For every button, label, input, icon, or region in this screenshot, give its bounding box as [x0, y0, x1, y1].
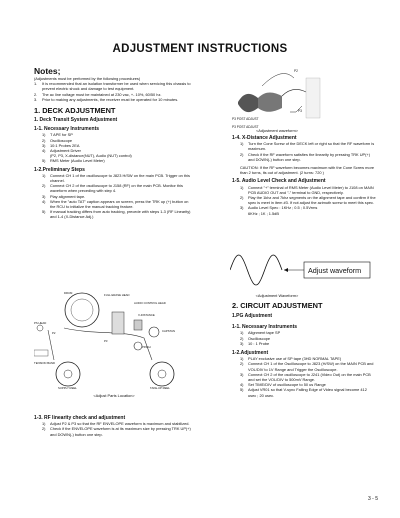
waveform-top-caption: <Adjustment waveform> — [256, 128, 298, 133]
circuit-adjustment-item-number: 4) — [240, 382, 244, 388]
necessary-item-text: (P2, P3, X-distance(NUT), Audio (NUT) control) — [50, 153, 132, 159]
label-supply-reel: SUPPLY REEL — [58, 386, 77, 390]
circuit-adjustment-item-text: Adjust VR01 so that V-sync Falling Edge of Video signal become 412 usec ; 20 usec. — [248, 387, 367, 398]
circuit-adjustment-item-text: Connect CH 1 of the Oscilloscope to J823 (H/SW) on the MAIN PCB and VOL/DIV to 1V Range and Trigger the Oscilloscope. — [248, 361, 374, 372]
circuit-heading: 2. CIRCUIT ADJUSTMENT — [232, 301, 323, 310]
circuit-adjust-heading: 1-2.Adjustment — [232, 350, 269, 357]
audio-item-text: Connect "+" terminal of RMS Meter (Audio Level Meter) to J108 on MAIN PCB AUDIO OUT and "-" terminal to GND, respectively. — [248, 184, 374, 195]
rf-section — [34, 416, 194, 437]
prelim-item — [42, 209, 194, 219]
rf-heading: 1-3. RF linearity check and adjustment — [34, 415, 126, 421]
necessary-heading: 1-1. Necessary Instruments — [34, 126, 100, 133]
notes-heading: Notes; — [34, 66, 61, 76]
circuit-adjustment-item-number: 1) — [240, 356, 244, 362]
xdist-item-number: 2) — [240, 151, 244, 157]
prelim-list — [34, 173, 194, 220]
note-item-text: Prior to making any adjustments, the receiver must be operated for 10 minutes. — [42, 96, 179, 102]
page-title: ADJUSTMENT INSTRUCTIONS — [112, 43, 288, 55]
rf-list — [34, 421, 194, 437]
xdist-caution: CAUTION: If the RF waveform becomes maximum with the Cone Screw more than 2 turns, its out of adjustment. (2 turns: 720 ) — [240, 165, 375, 176]
necessary-item-number: 2) — [42, 137, 46, 143]
circuit-necessary-item-number: 1) — [240, 330, 244, 336]
circuit-necessary-item-number: 3) — [240, 340, 244, 346]
necessary-list — [34, 132, 194, 163]
page-number: 3 - 5 — [367, 496, 378, 502]
label-capstan: CAPSTAN — [162, 329, 176, 333]
rf-item-text: Check if the ENVELOPE waveform is at its maximum size by pressing TRK UP(+) and DOWN(-) button one step. — [50, 426, 191, 437]
adjustment-waveform-top — [232, 62, 372, 130]
audio-item — [240, 211, 376, 216]
audio-item — [240, 185, 376, 195]
wave-label-p3-post-1: P3 POST ADJUST — [232, 117, 259, 121]
notes-list — [34, 81, 194, 102]
label-pinch: PINCH — [142, 345, 151, 349]
audio-item-number: 2) — [240, 195, 244, 201]
circuit-adjustment-item — [240, 361, 376, 371]
wave-label-p2: P2 — [294, 69, 298, 73]
prelim-item-number: 5) — [42, 209, 46, 215]
necessary-item-text: RMS Meter (Audio Level Meter) — [50, 158, 105, 164]
xdist-item-number: 1) — [240, 141, 244, 147]
audio-item — [240, 195, 376, 205]
audio-item-text: Play the 1khz and 7khz segments on the alignment tape and confirm if the spec is meet in item #3. If not adjust the azimuth screw to meet this spec. — [248, 195, 376, 206]
prelim-item-text: Play alignment tape. — [50, 193, 86, 199]
rf-item-number: 2) — [42, 426, 46, 432]
xdist-list — [232, 141, 376, 162]
capstan-shape — [149, 327, 159, 337]
prelim-item-number: 1) — [42, 172, 46, 178]
audio-heading: 1-5. Audio Level Check and Adjustment — [232, 178, 326, 185]
circuit-adjustment-item-number: 5) — [240, 387, 244, 393]
prelim-item-text: If manual tracking differs from auto tracking, precede with steps 1-3 (RF Linearity) and 1-4 (X-Distance Adj.) — [50, 209, 191, 220]
circuit-necessary-item-text: 10 : 1 Probe — [248, 340, 270, 346]
note-item — [34, 81, 194, 91]
label-takeup-reel: TAKE-UP REEL — [150, 386, 170, 390]
prelim-item-number: 3) — [42, 193, 46, 199]
label-drum: DRUM — [64, 291, 73, 295]
necessary-item-number: 3) — [42, 142, 46, 148]
label-ps-head: PS HEAD — [34, 321, 47, 325]
xdist-item-text: Check if the RF waveform satisfies the linearity by pressing TRK UP(+) and DOWN(-) button one step. — [248, 151, 370, 162]
rf-item-text: Adjust P2 & P3 so that the RF ENVELOPE waveform is maximum and stabilized. — [50, 421, 190, 427]
prelim-item — [42, 173, 194, 183]
rf-item-number: 1) — [42, 421, 46, 427]
audio-list — [232, 185, 376, 216]
label-x-distance: X-DISTANCE — [138, 313, 155, 317]
left-column — [34, 66, 194, 220]
necessary-item-text: 10:1 Probes 2EA — [50, 142, 80, 148]
audio-item-text: 6KHz ; 1K ; 1.5dB — [248, 210, 279, 216]
prelim-item-text: When the "auto TAT" caption appears on screen, press the TRK up (+) button on the RCU to initialize the manual tracking feature. — [50, 198, 189, 210]
deck-heading: 1. DECK ADJUSTMENT — [34, 106, 116, 116]
rf-item — [42, 426, 194, 436]
xdist-heading: 1-4. X-Distance Adjustment — [232, 135, 297, 141]
wave-label-p3-post-2: P3 POST ADJUST — [232, 125, 259, 129]
transit-heading: 1. Deck Transit System Adjustment — [34, 117, 118, 124]
audio-caption: <Adjustment Waveform> — [255, 293, 299, 298]
circuit-necessary-item-text: Alignment tape SP — [248, 330, 281, 336]
circuit-adjustment-item-text: PLAY exclusive use of SP tape (3HD NORMAL TAPE) — [248, 356, 342, 362]
label-p2: P2 — [52, 331, 56, 335]
prelim-item — [42, 183, 194, 193]
audio-item-number: 1) — [240, 184, 244, 190]
circuit-adjustment-list — [232, 356, 376, 398]
necessary-item-text: T APE for SP — [50, 132, 73, 138]
note-item-number: 1. — [34, 81, 38, 87]
circuit-necessary-list — [232, 330, 376, 346]
note-item-text: It is recommended that an isolation transformer be used when servicing this chassis to prevent electric shock and damage to test equipment. — [42, 81, 191, 92]
circuit-adjustment-item — [240, 387, 376, 397]
prelim-item-number: 4) — [42, 198, 46, 204]
xdist-item — [240, 152, 376, 162]
xdist-item-text: Turn the Cone Screw of the DECK left or right so that the RF waveform is maximum. — [248, 141, 375, 152]
circuit-necessary-item — [240, 341, 376, 346]
label-audio-control: AUDIO CONTROL HEAD — [134, 301, 166, 305]
deck-diagram — [34, 290, 194, 390]
necessary-item-number: 1) — [42, 132, 46, 138]
audio-head-shape — [112, 312, 124, 334]
circuit-adjustment-item — [240, 372, 376, 382]
note-item-number: 2. — [34, 91, 38, 97]
prelim-item — [42, 199, 194, 209]
circuit-adjustment-item-number: 2) — [240, 361, 244, 367]
note-item-number: 3. — [34, 96, 38, 102]
audio-waveform — [230, 250, 380, 292]
label-p3: P3 — [104, 339, 108, 343]
necessary-item-text: Oscilloscope — [50, 137, 73, 143]
circuit-adjustment-item-number: 3) — [240, 371, 244, 377]
xdist-section — [232, 136, 376, 216]
prelim-heading: 1-2.Preliminary Steps — [34, 166, 85, 173]
audio-item-number: 3) — [240, 205, 244, 211]
pg-heading: 1.PG Adjustment — [232, 313, 273, 319]
note-item — [34, 97, 194, 102]
circuit-necessary-item-text: Oscilloscope — [248, 335, 271, 341]
necessary-item-number: 5) — [42, 158, 46, 164]
label-tension-band: TENSION BAND — [34, 361, 55, 365]
circuit-necessary-heading: 1-1. Necessary Instruments — [232, 324, 298, 331]
audio-item-text: Audio Level Spec : 1KHz ; 0.5 ; 0.5Vrms — [248, 205, 318, 211]
necessary-item-number: 4) — [42, 148, 46, 154]
circuit-adjustment-item-text: Set TIME/DIV of oscilloscope to 50 us Range — [248, 382, 326, 388]
notes-intro: (Adjustments must be performed by the following procedures) — [34, 76, 141, 81]
xdist-item — [240, 141, 376, 151]
circuit-necessary-item-number: 2) — [240, 335, 244, 341]
prelim-item-text: Connect CH 1 of the oscilloscope to J823 H/SW on the main PCB. Trigger on this channel. — [50, 172, 190, 184]
prelim-item-text: Connect CH 2 of the oscilloscope to J158 (RF) on the main PCB. Monitor this waveform when preceding with step 4. — [50, 183, 183, 194]
figure-caption: <Adjust Parts Location> — [93, 393, 135, 398]
circuit-adjustment-item-text: Connect CH 2 of the oscilloscope to J241 (Video Out) on the main PCB and set the VOL/DIV to 500mV Range. — [248, 371, 371, 383]
adjust-waveform-label: Adjust waveform — [308, 266, 362, 275]
wave-label-p3: P3 — [298, 109, 302, 113]
note-item-text: The ac line voltage must be maintained at 230 vac, +- 10%, 60/50 hz. — [42, 91, 162, 97]
label-full-erase: FULL ERASE HEAD — [104, 293, 130, 297]
necessary-item-text: Adjustment Driver — [50, 148, 81, 154]
circuit-section — [232, 301, 376, 398]
prelim-item-number: 2) — [42, 183, 46, 189]
necessary-item — [42, 158, 194, 163]
audio-item-number — [240, 211, 248, 216]
